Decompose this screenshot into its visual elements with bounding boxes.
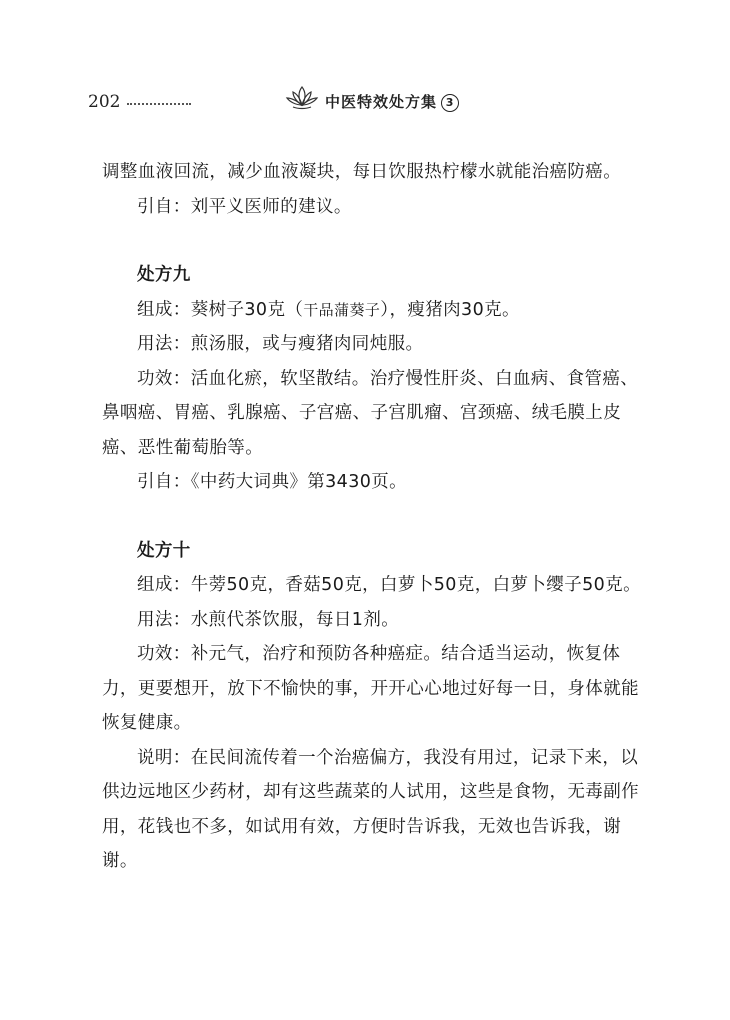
prescription-9-composition [102,293,642,328]
prescription-10-composition: 组成：牛蒡50克，香菇50克，白萝卜50克，白萝卜缨子50克。 [137,575,641,595]
prescription-9-source: 引自：《中药大词典》第3430页。 [137,472,408,492]
page-header [85,82,645,118]
prescription-10-usage: 用法：水煎代茶饮服，每日1剂。 [137,609,400,630]
page-number: 202 [88,92,121,112]
book-title-text: 中医特效处方集 [325,93,438,111]
composition-text: 组成：葵树子30克（ [137,299,304,320]
composition-text-end: ），瘦猪肉30克。 [380,299,520,320]
volume-number: 3 [441,94,459,112]
section-gap [102,500,642,534]
intro-continuation: 调整血液回流，减少血液凝块，每日饮服热柠檬水就能治癌防癌。 [102,162,622,182]
prescription-9-effect: 功效：活血化瘀，软坚散结。治疗慢性肝炎、白血病、食管癌、鼻咽癌、胃癌、乳腺癌、子宫癌、子宫肌瘤、宫颈癌、绒毛膜上皮癌、恶性葡萄胎等。 [102,368,639,458]
intro-source: 引自：刘平义医师的建议。 [137,196,352,217]
prescription-9 [102,258,642,500]
prescription-10 [102,534,642,879]
prescription-10-note: 说明：在民间流传着一个治癌偏方，我没有用过，记录下来，以供边远地区少药材，却有这些蔬菜的人试用，这些是食物，无毒副作用，花钱也不多，如试用有效，方便时告诉我，无效也告诉我，谢谢。 [102,747,639,871]
prescription-9-usage: 用法：煎汤服，或与瘦猪肉同炖服。 [137,334,424,354]
prescription-10-effect: 功效：补元气，治疗和预防各种癌症。结合适当运动，恢复体力，更要想开，放下不愉快的事，开开心心地过好每一日，身体就能恢复健康。 [102,644,639,733]
composition-note: 干品蒲葵子 [303,300,381,319]
lotus-icon [285,84,319,110]
page-body [102,155,642,879]
prescription-10-title: 处方十 [137,540,191,561]
dotted-leader [127,103,191,105]
book-title [325,91,459,112]
prescription-9-title: 处方九 [137,265,191,285]
section-gap [102,224,642,258]
